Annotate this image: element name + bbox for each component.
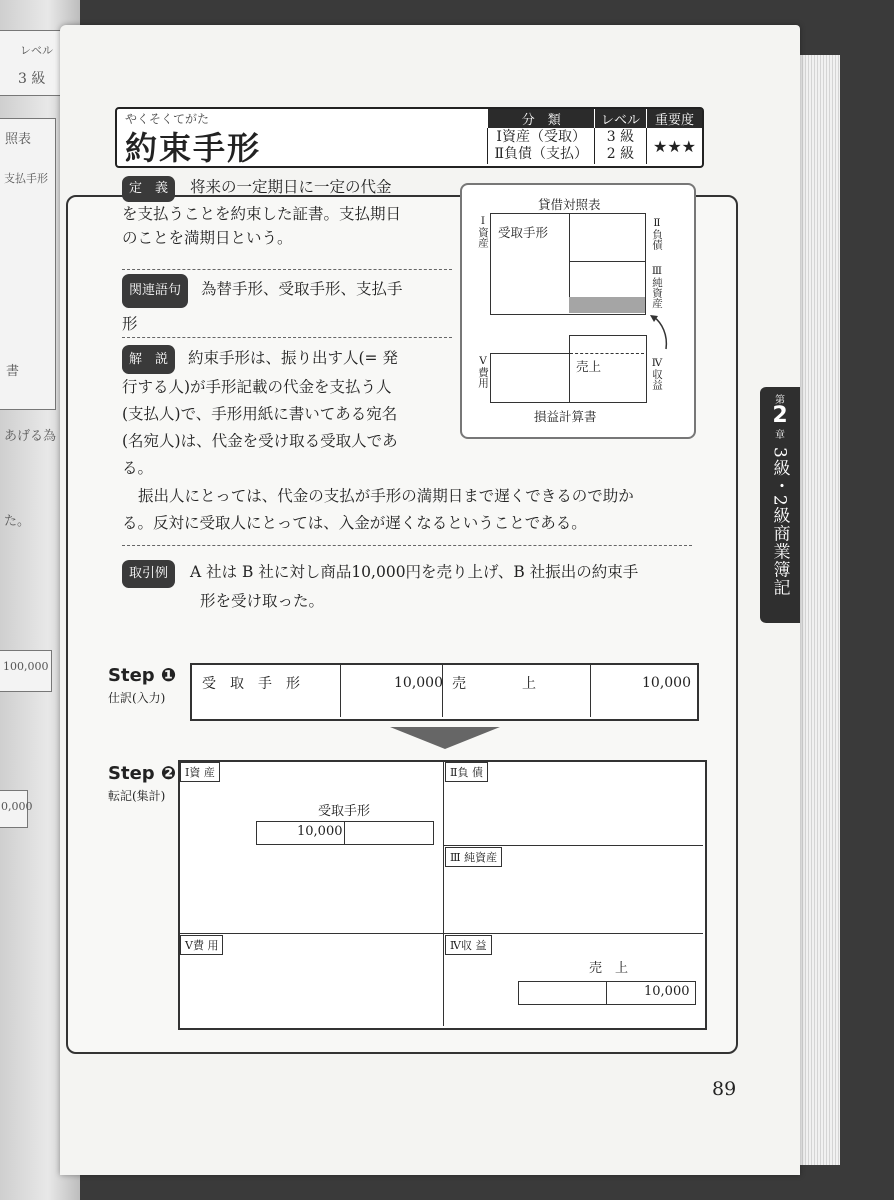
pl-expense-label: Ⅴ費用 <box>477 355 489 388</box>
book-page <box>60 25 800 1175</box>
prev-bs: 照表 <box>5 132 32 147</box>
journal-divider <box>442 665 443 717</box>
explanation-tag: 解 説 <box>122 345 175 374</box>
prev-pay-note: 支払手形 <box>4 172 48 185</box>
ledger-equity: Ⅲ 純資産 <box>445 847 502 867</box>
divider <box>122 545 692 546</box>
definition-block: 定 義 将来の一定期日に一定の代金 を支払うことを約束した証書。支払期日 のことを満期日という。 <box>122 178 402 247</box>
down-arrow-icon <box>390 727 500 749</box>
example-block: 取引例 A 社は B 社に対し商品10,000円を売り上げ、B 社振出の約束手 形を受け取った。 <box>122 559 702 614</box>
prev-level-label: レベル <box>20 44 53 57</box>
prev-book: 書 <box>6 364 20 379</box>
credit-account: 売 上 <box>452 676 536 692</box>
page-number: 89 <box>712 1078 737 1100</box>
term-title: 約束手形 <box>125 129 262 167</box>
col-classification: 分 類 <box>488 109 595 128</box>
ledger-sales-amount: 10,000 <box>644 984 690 999</box>
ledger-divider <box>444 933 703 934</box>
example-tag: 取引例 <box>122 560 175 588</box>
ledger-expense: Ⅴ費 用 <box>180 935 223 955</box>
bs-divider <box>569 261 645 262</box>
bs-shaded-equity <box>569 297 645 313</box>
bs-title: 貸借対照表 <box>538 197 601 212</box>
pl-sales: 売上 <box>576 359 602 374</box>
classification-cell: Ⅰ資産（受取） Ⅱ負債（支払） <box>488 128 595 164</box>
related-tag: 関連語句 <box>122 274 188 308</box>
explanation-paragraph-2: 振出人にとっては、代金の支払が手形の満期日まで遅くできるので助か る。反対に受取人にとっては、入金が遅くなるということである。 <box>122 487 634 532</box>
ledger-divider <box>180 933 443 934</box>
prev-amount-2: 0,000 <box>1 800 33 813</box>
term-ruby: やくそくてがた <box>125 112 210 126</box>
chapter-sho: 章 <box>775 430 785 441</box>
pl-title: 損益計算書 <box>534 409 597 424</box>
explanation-block: 解 説 約束手形は、振り出す人(= 発 行する人)が手形記載の代金を支払う人 (支払人)で、手形用紙に書いてある宛名 (名宛人)は、代金を受け取る受取人であ る。 <box>122 345 462 482</box>
ledger-receivable-amount: 10,000 <box>297 824 343 839</box>
prev-grade: 3 級 <box>18 71 46 87</box>
step2-sub: 転記(集計) <box>108 789 166 803</box>
balance-sheet-diagram <box>460 183 696 439</box>
debit-amount: 10,000 <box>394 675 443 691</box>
definition-tag: 定 義 <box>122 176 175 202</box>
ledger-divider <box>444 845 703 846</box>
pl-revenue-label: Ⅳ収益 <box>651 357 663 390</box>
prev-amount-1: 100,000 <box>3 660 49 673</box>
ledger-liability: Ⅱ負 債 <box>445 762 488 782</box>
credit-amount: 10,000 <box>642 675 691 691</box>
ledger-row-divider <box>344 821 345 845</box>
journal-divider <box>340 665 341 717</box>
bs-asset-label: Ⅰ資産 <box>477 215 489 248</box>
journal-divider <box>590 665 591 717</box>
prev-ageru: あげる為 <box>4 429 57 444</box>
related-terms-block: 関連語句 為替手形、受取手形、支払手 形 <box>122 273 452 340</box>
importance-stars: ★★★ <box>646 128 702 164</box>
chapter-dai: 第 <box>775 395 785 406</box>
ledger-divider <box>443 762 444 1026</box>
chapter-tab <box>760 387 800 623</box>
col-level: レベル <box>594 109 646 128</box>
level-cell: 3 級 2 級 <box>594 128 646 164</box>
ledger-sales-label: 売 上 <box>589 961 629 976</box>
prev-ta: た。 <box>4 514 31 529</box>
ledger-receivable-row <box>256 821 434 845</box>
step1-sub: 仕訳(入力) <box>108 691 166 705</box>
debit-account: 受 取 手 形 <box>202 676 300 692</box>
chapter-title: 3級・2級商業簿記 <box>769 447 790 597</box>
col-importance: 重要度 <box>646 109 702 128</box>
ledger-revenue: Ⅳ収 益 <box>445 935 492 955</box>
term-header <box>115 107 704 168</box>
ledger-asset: Ⅰ資 産 <box>180 762 220 782</box>
term-meta-table <box>487 109 702 164</box>
ledger-receivable-label: 受取手形 <box>318 804 371 819</box>
step1-label: Step ❶ <box>108 665 177 686</box>
step2-label: Step ❷ <box>108 763 177 784</box>
chapter-number: 2 <box>772 403 788 428</box>
bs-liability-label: Ⅱ負債 <box>651 217 663 250</box>
divider <box>122 269 452 270</box>
pl-dash <box>570 353 644 354</box>
ledger-row-divider <box>606 981 607 1005</box>
bs-receivable: 受取手形 <box>498 225 549 240</box>
bs-equity-label: Ⅲ純資産 <box>651 265 663 309</box>
divider <box>122 337 452 338</box>
curved-arrow-icon <box>648 313 678 353</box>
